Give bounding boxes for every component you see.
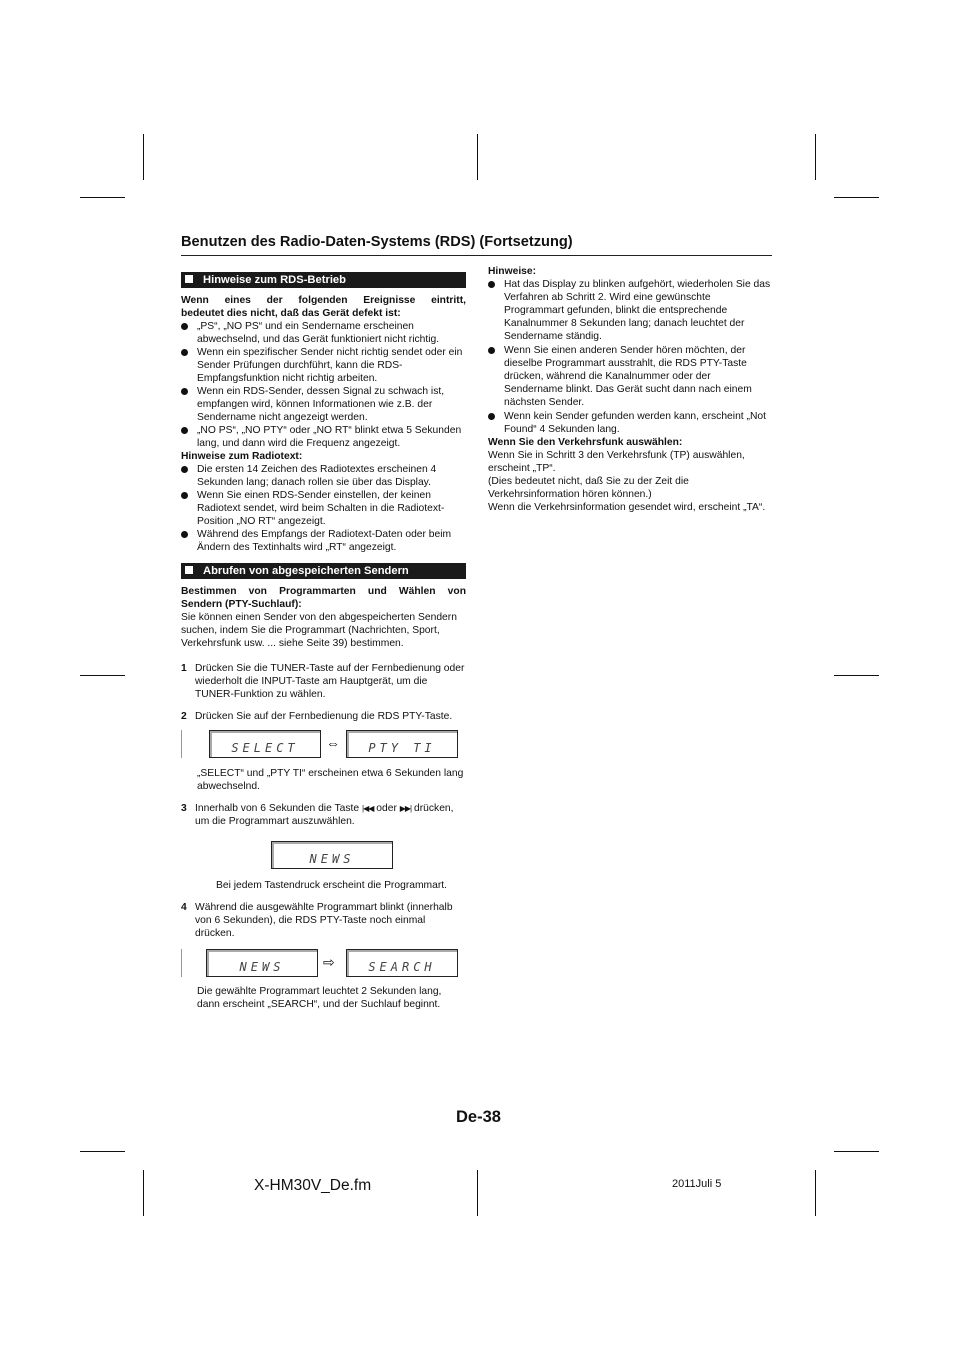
bullet-icon	[181, 531, 188, 538]
list-item: Die ersten 14 Zeichen des Radiotextes erscheinen 4 Sekunden lang; danach rollen sie über das Display.	[181, 463, 466, 489]
list-item: „PS“, „NO PS“ und ein Sendername erscheinen abwechselnd, und das Gerät funktioniert nicht richtig.	[181, 320, 466, 346]
list-item: „NO PS“, „NO PTY“ oder „NO RT“ blinkt etwa 5 Sekunden lang, und dann wird die Frequenz angezeigt.	[181, 424, 466, 450]
margin-tick	[181, 949, 182, 977]
footer-date: 2011Juli 5	[672, 1178, 722, 1190]
crop-mark	[143, 134, 144, 180]
crop-mark	[143, 1170, 144, 1216]
pty-intro: Sie können einen Sender von den abgespeicherten Sendern suchen, indem Sie die Programmart (Nachrichten, Sport, Verkehrsfunk usw. ... siehe Seite 39) bestimmen.	[181, 612, 457, 649]
skip-back-icon: |◀◀	[362, 804, 374, 813]
list-item: Hat das Display zu blinken aufgehört, wiederholen Sie das Verfahren ab Schritt 2. Wird eine gewünschte Programmart gefunden, blinkt die entsprechende Kanalnummer 8 Sekunden lang; danach leuchtet der Sendername ständig.	[488, 278, 772, 343]
lcd-display: SEARCH	[346, 949, 458, 977]
footer-filename: X-HM30V_De.fm	[254, 1177, 372, 1194]
intro-bold-line: bedeutet dies nicht, daß das Gerät defekt ist:	[181, 308, 401, 319]
rds-notes-list	[181, 320, 466, 450]
list-item: Während des Empfangs der Radiotext-Daten oder beim Ändern des Textinhalts wird „RT“ angezeigt.	[181, 528, 466, 554]
traffic-heading: Wenn Sie den Verkehrsfunk auswählen:	[488, 437, 683, 448]
display-select-pty	[181, 730, 466, 760]
step-3: 3 Innerhalb von 6 Sekunden die Taste |◀◀ oder ▶▶| drücken, um die Programmart auszuwählen.	[181, 803, 454, 827]
double-arrow-icon: ⇔	[326, 735, 340, 751]
bullet-icon	[181, 427, 188, 434]
display-caption: Die gewählte Programmart leuchtet 2 Sekunden lang, dann erscheint „SEARCH“, und der Suchlauf beginnt.	[197, 986, 442, 1010]
crop-mark	[815, 134, 816, 180]
step-2: 2 Drücken Sie auf der Fernbedienung die RDS PTY-Taste.	[181, 711, 453, 722]
lcd-display: NEWS	[206, 949, 318, 977]
bullet-icon	[488, 281, 495, 288]
notes-list	[488, 278, 772, 436]
crop-mark	[834, 675, 879, 676]
crop-mark	[80, 1151, 125, 1152]
lcd-display: NEWS	[271, 841, 393, 869]
step-1: 1 Drücken Sie die TUNER-Taste auf der Fernbedienung oder wiederholt die INPUT-Taste am Hauptgerät, um die TUNER-Funktion zu wählen.	[181, 663, 465, 700]
right-column	[488, 265, 772, 514]
list-item: Wenn ein RDS-Sender, dessen Signal zu schwach ist, empfangen wird, können Informationen wie z.B. der Sendername nicht angezeigt werden.	[181, 385, 466, 424]
traffic-text: Wenn Sie in Schritt 3 den Verkehrsfunk (TP) auswählen, erscheint „TP“.	[488, 450, 745, 474]
display-news-search	[181, 949, 466, 979]
list-item: Wenn Sie einen anderen Sender hören möchten, der dieselbe Programmart ausstrahlt, die RDS PTY-Taste drücken, während die Kanalnummer oder der Sendername blinkt. Das Gerät sucht dann nach einem nächsten Sender.	[488, 344, 772, 409]
crop-mark	[80, 197, 125, 198]
display-news-blink	[181, 841, 466, 871]
crop-mark	[477, 134, 478, 180]
notes-heading: Hinweise:	[488, 266, 537, 277]
radiotext-heading: Hinweise zum Radiotext:	[181, 451, 303, 462]
crop-mark	[834, 1151, 879, 1152]
page-title: Benutzen des Radio-Daten-Systems (RDS) (Fortsetzung)	[181, 234, 772, 256]
bullet-icon	[181, 466, 188, 473]
display-caption: Bei jedem Tastendruck erscheint die Programmart.	[215, 880, 448, 891]
bullet-icon	[181, 349, 188, 356]
lcd-display: PTY TI	[346, 730, 458, 758]
bullet-icon	[488, 413, 495, 420]
bullet-icon	[181, 388, 188, 395]
pty-search-heading: Bestimmen von Programmarten und Wählen von	[181, 586, 466, 597]
crop-mark	[815, 1170, 816, 1216]
square-bullet-icon	[185, 566, 193, 574]
radiotext-notes-list	[181, 463, 466, 554]
skip-forward-icon: ▶▶|	[399, 804, 412, 813]
list-item: Wenn kein Sender gefunden werden kann, erscheint „Not Found“ 4 Sekunden lang.	[488, 410, 772, 436]
bullet-icon	[181, 323, 188, 330]
left-column	[181, 272, 466, 1011]
traffic-text: Wenn die Verkehrsinformation gesendet wird, erscheint „TA“.	[488, 502, 766, 513]
bullet-icon	[488, 347, 495, 354]
crop-mark	[477, 1170, 478, 1216]
list-item: Wenn Sie einen RDS-Sender einstellen, der keinen Radiotext sendet, wird beim Schalten in die Radiotext-Position „NO RT“ angezeigt.	[181, 489, 466, 528]
list-item: Wenn ein spezifischer Sender nicht richtig sendet oder ein Sender Prüfungen durchführt, kann die RDS-Empfangsfunktion nicht richtig arbeiten.	[181, 346, 466, 385]
section-header-recall-stations: Abrufen von abgespeicherten Sendern	[181, 563, 466, 579]
page-number: De-38	[456, 1108, 501, 1126]
square-bullet-icon	[185, 275, 193, 283]
display-caption: „SELECT“ und „PTY TI“ erscheinen etwa 6 Sekunden lang abwechselnd.	[197, 768, 464, 792]
crop-mark	[834, 197, 879, 198]
bullet-icon	[181, 492, 188, 499]
step-4: 4 Während die ausgewählte Programmart blinkt (innerhalb von 6 Sekunden), die RDS PTY-Taste noch einmal drücken.	[181, 902, 453, 939]
right-arrow-icon: ⇨	[323, 954, 335, 970]
section-header-rds-notes: Hinweise zum RDS-Betrieb	[181, 272, 466, 288]
margin-tick	[181, 730, 182, 758]
traffic-text: (Dies bedeutet nicht, daß Sie zu der Zeit die Verkehrsinformation hören können.)	[488, 476, 689, 500]
intro-bold-line: Wenn eines der folgenden Ereignisse eintritt,	[181, 295, 466, 306]
lcd-display: SELECT	[209, 730, 321, 758]
pty-search-heading: Sendern (PTY-Suchlauf):	[181, 599, 302, 610]
crop-mark	[80, 675, 125, 676]
